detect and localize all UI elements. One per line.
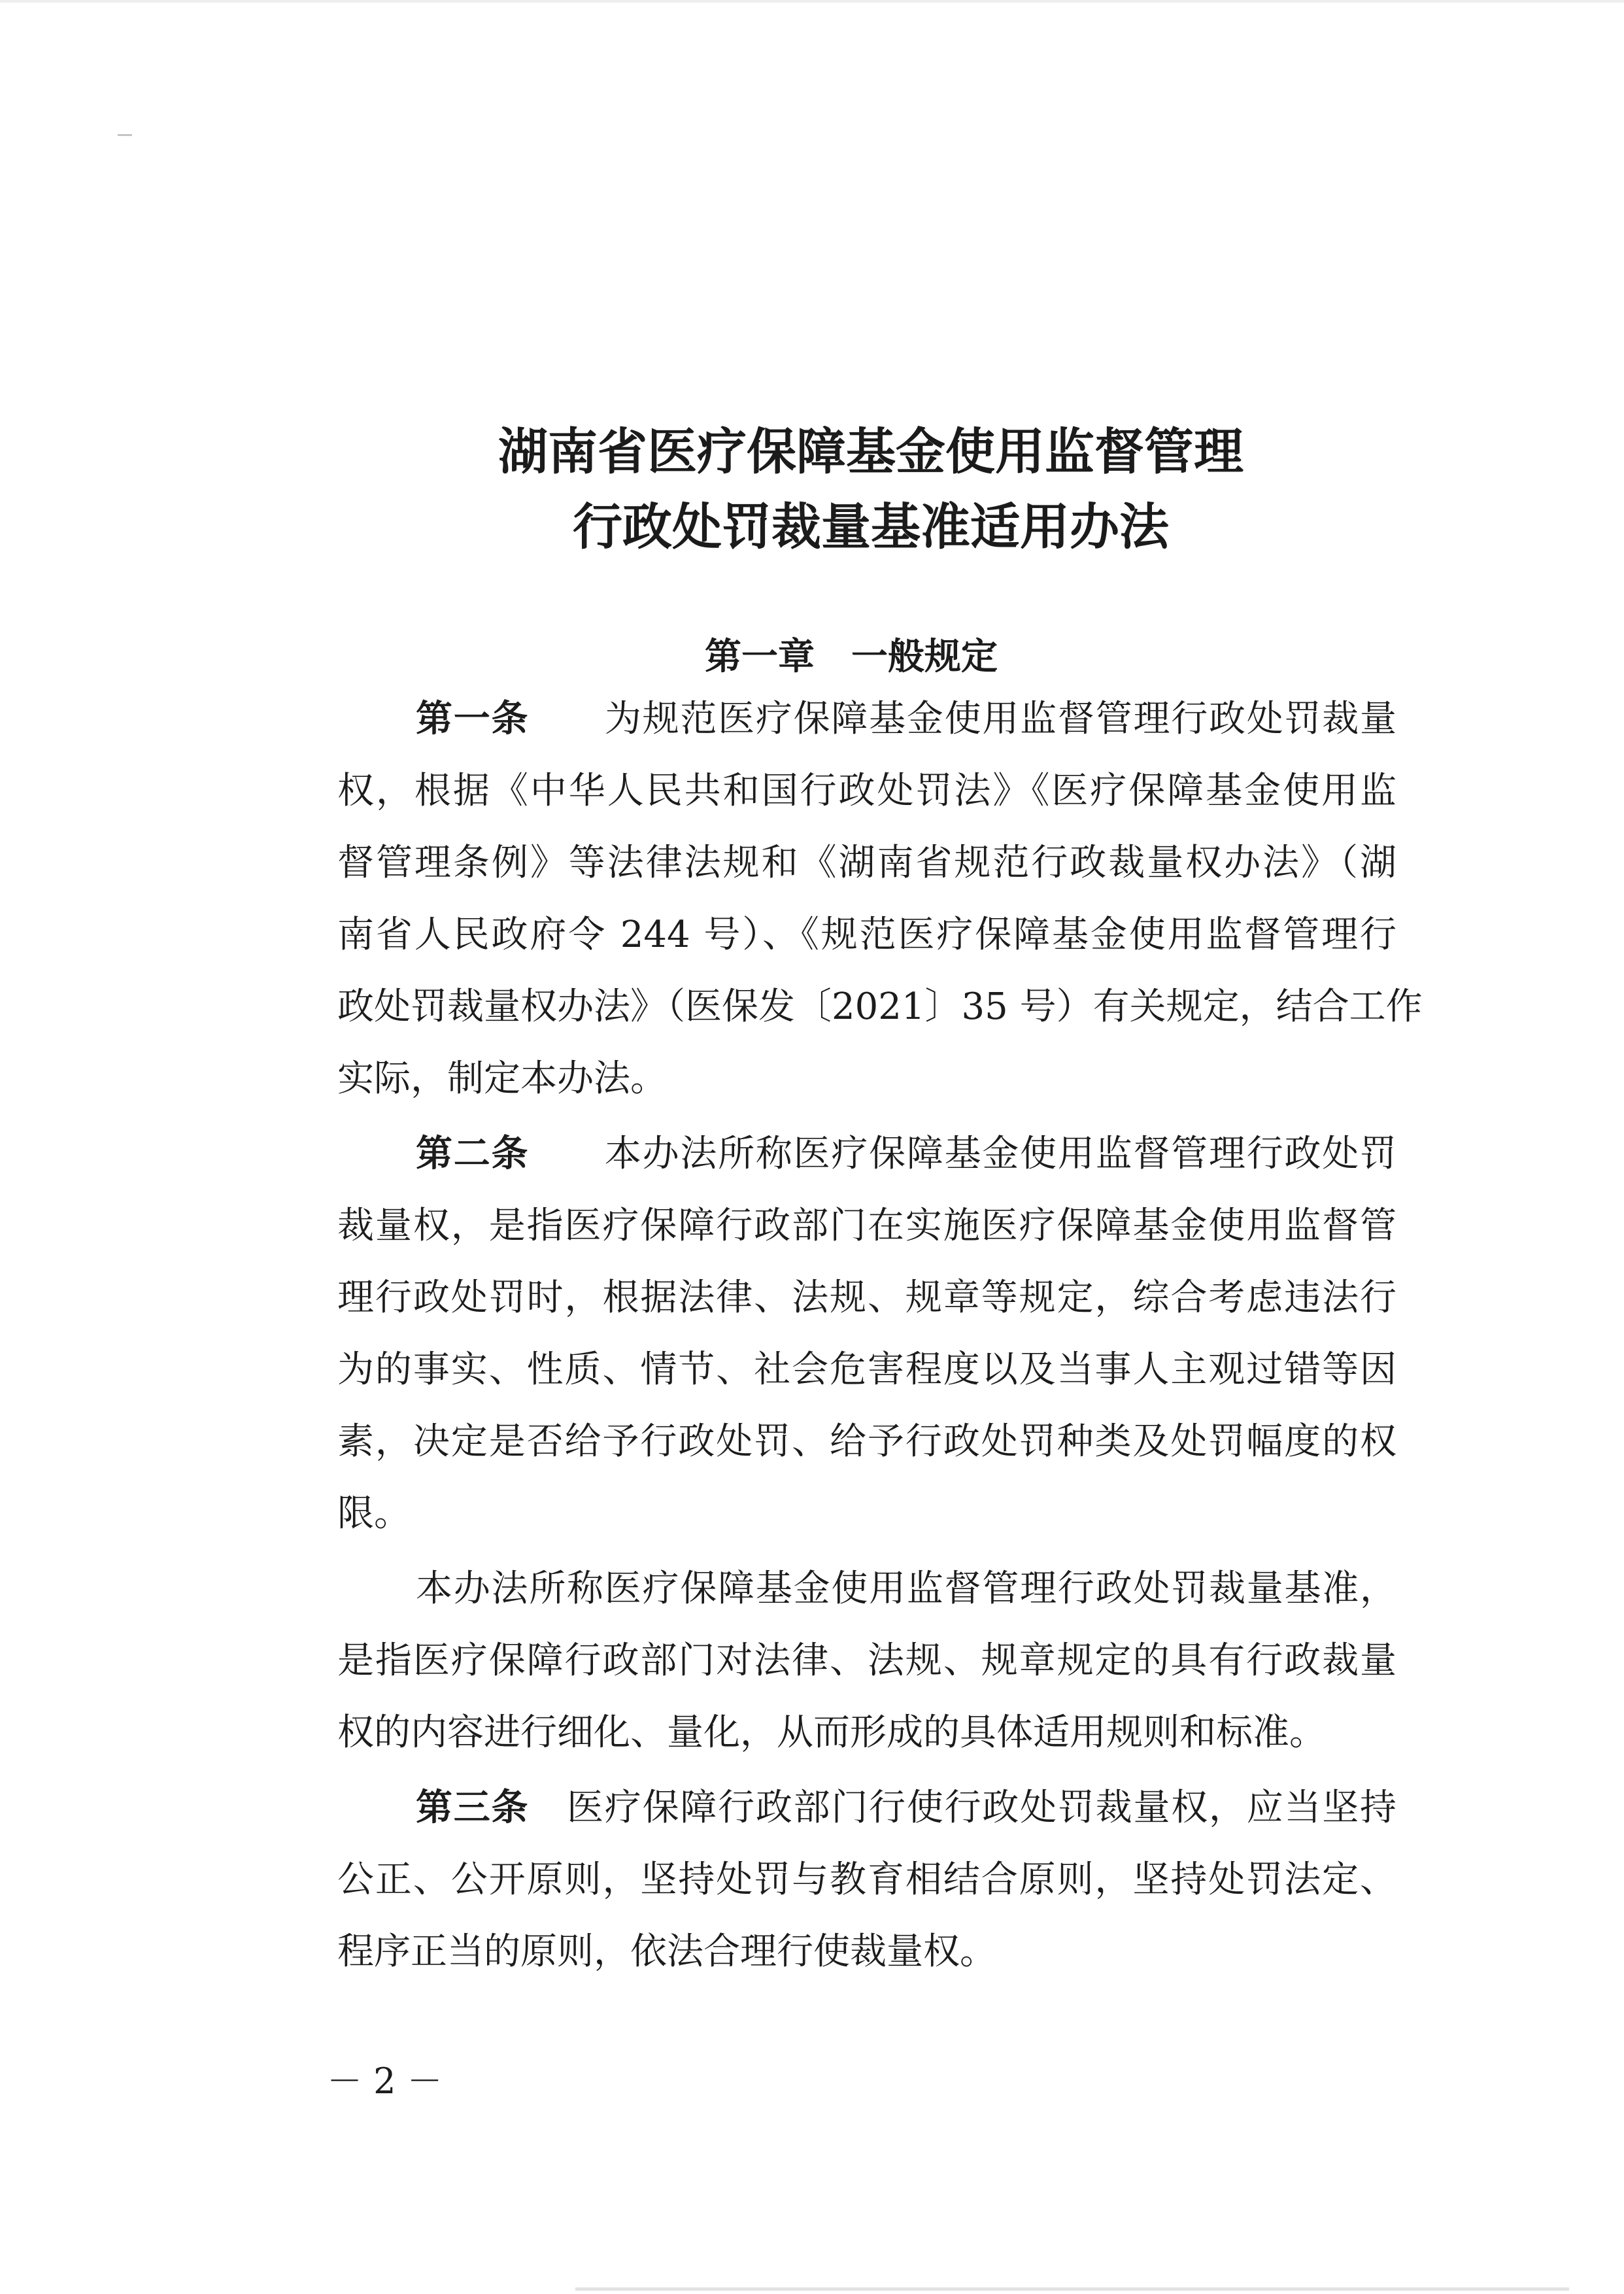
article-text: 医疗保障行政部门行使行政处罚裁量权，应当坚持 — [567, 1787, 1397, 1829]
article-3-line-3: 程序正当的原则，依法合理行使裁量权。 — [337, 1930, 996, 1973]
article-1-line-3: 督管理条例》等法律法规和《湖南省规范行政裁量权办法》（湖 — [337, 842, 1396, 884]
page-number: － 2 － — [327, 2061, 443, 2102]
article-text: 本办法所称医疗保障基金使用监督管理行政处罚 — [604, 1133, 1397, 1175]
article-text: 为规范医疗保障基金使用监督管理行政处罚裁量 — [604, 698, 1397, 740]
scan-artifact — [575, 2287, 1569, 2291]
scan-artifact — [118, 134, 132, 136]
paragraph-line-3: 权的内容进行细化、量化，从而形成的具体适用规则和标准。 — [337, 1711, 1326, 1754]
chapter-heading: 第一章 一般规定 — [705, 636, 998, 678]
paragraph-line-1: 本办法所称医疗保障基金使用监督管理行政处罚裁量基准， — [416, 1567, 1396, 1610]
article-2-line-6: 限。 — [337, 1492, 411, 1535]
article-1-line-6: 实际，制定本办法。 — [337, 1057, 667, 1100]
article-1-line-1 — [416, 696, 1396, 742]
article-2-line-5: 素，决定是否给予行政处罚、给予行政处罚种类及处罚幅度的权 — [337, 1420, 1396, 1463]
document-title-line-2: 行政处罚裁量基准适用办法 — [573, 498, 1169, 556]
scan-artifact — [0, 0, 1624, 3]
article-label: 第一条 — [416, 698, 530, 740]
article-2-line-1 — [416, 1131, 1396, 1177]
paragraph-line-2: 是指医疗保障行政部门对法律、法规、规章规定的具有行政裁量 — [337, 1639, 1396, 1682]
article-3-line-1 — [416, 1785, 1396, 1831]
article-1-line-2: 权，根据《中华人民共和国行政处罚法》《医疗保障基金使用监 — [337, 770, 1396, 812]
article-2-line-4: 为的事实、性质、情节、社会危害程度以及当事人主观过错等因 — [337, 1348, 1396, 1391]
document-title-line-1: 湖南省医疗保障基金使用监督管理 — [498, 422, 1243, 481]
article-1-line-4: 南省人民政府令 244 号）、《规范医疗保障基金使用监督管理行 — [337, 914, 1396, 956]
article-2-line-2: 裁量权，是指医疗保障行政部门在实施医疗保障基金使用监督管 — [337, 1205, 1396, 1247]
article-1-line-5: 政处罚裁量权办法》（医保发〔2021〕35 号）有关规定，结合工作 — [337, 985, 1423, 1028]
article-3-line-2: 公正、公开原则，坚持处罚与教育相结合原则，坚持处罚法定、 — [337, 1858, 1396, 1901]
article-label: 第三条 — [416, 1787, 530, 1829]
article-label: 第二条 — [416, 1133, 530, 1175]
article-2-line-3: 理行政处罚时，根据法律、法规、规章等规定，综合考虑违法行 — [337, 1276, 1396, 1319]
